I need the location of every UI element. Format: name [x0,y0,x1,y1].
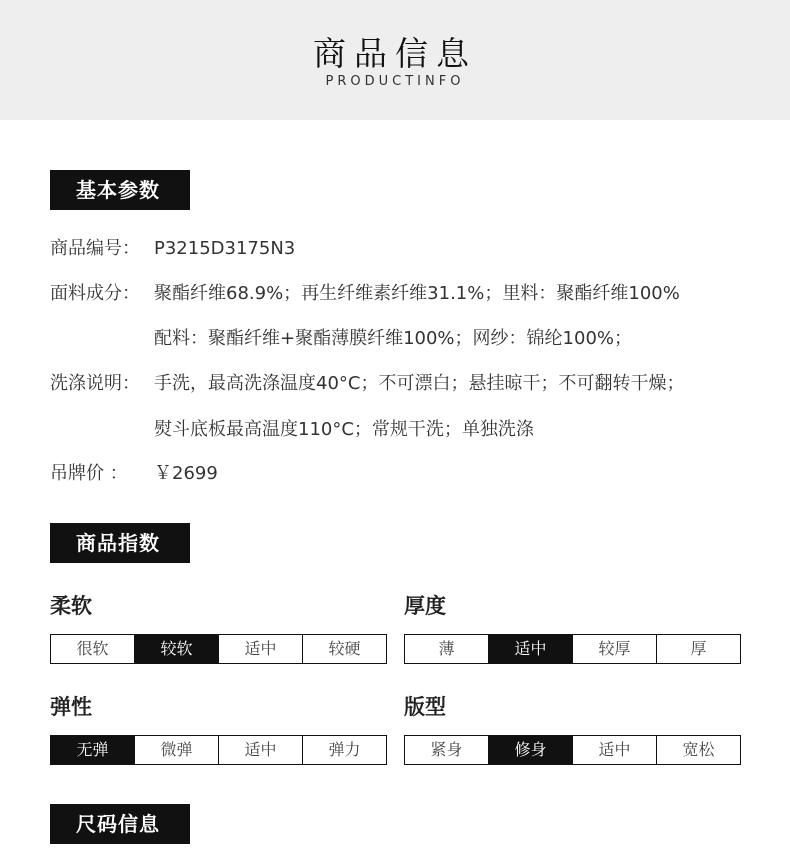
index-option: 适中 [488,635,572,663]
index-title-elasticity: 弹性 [50,695,92,719]
info-row-wash [50,372,684,396]
index-option: 较厚 [572,635,656,663]
index-option: 适中 [218,736,302,764]
index-option: 较软 [134,635,218,663]
index-option: 微弹 [134,736,218,764]
header-banner [0,0,790,120]
section-tag-basic: 基本参数 [50,170,190,210]
section-tag-size: 尺码信息 [50,804,190,844]
page-title: 商品信息 [313,34,477,73]
wash-label: 洗涤说明： [50,373,140,394]
index-option: 弹力 [302,736,386,764]
index-option: 较硬 [302,635,386,663]
info-row-code [50,237,295,261]
wash-line-2: 熨斗底板最高温度110°C；常规干洗；单独洗涤 [154,419,534,440]
index-option: 适中 [572,736,656,764]
price-label: 吊牌价 ： [50,463,128,484]
fabric-line-2: 配料：聚酯纤维+聚酯薄膜纤维100%；网纱：锦纶100%； [154,328,632,349]
index-title-softness: 柔软 [50,594,92,618]
index-option: 紧身 [430,740,463,759]
index-option: 厚 [656,635,740,663]
index-bar-elasticity [50,735,387,765]
info-row-price [50,462,218,486]
fabric-line-1: 聚酯纤维68.9%；再生纤维素纤维31.1%；里料：聚酯纤维100% [154,283,680,304]
index-title-fit: 版型 [404,695,446,719]
index-option: 适中 [218,635,302,663]
code-label: 商品编号： [50,238,140,259]
index-bar-softness [50,634,387,664]
info-row-fabric [50,282,680,306]
index-bar-thickness [404,634,741,664]
index-option: 很软 [76,639,109,658]
index-bar-fit [404,735,741,765]
price-value: ￥2699 [154,463,218,484]
page-subtitle: PRODUCTINFO [325,74,465,89]
section-tag-index: 商品指数 [50,523,190,563]
code-value: P3215D3175N3 [154,238,296,259]
fabric-label: 面料成分： [50,283,140,304]
index-option: 修身 [488,736,572,764]
index-option: 无弹 [51,736,134,764]
index-title-thickness: 厚度 [404,594,446,618]
index-option: 薄 [438,639,455,658]
index-option: 宽松 [656,736,740,764]
wash-line-1: 手洗，最高洗涤温度40°C；不可漂白；悬挂晾干；不可翻转干燥； [154,373,685,394]
